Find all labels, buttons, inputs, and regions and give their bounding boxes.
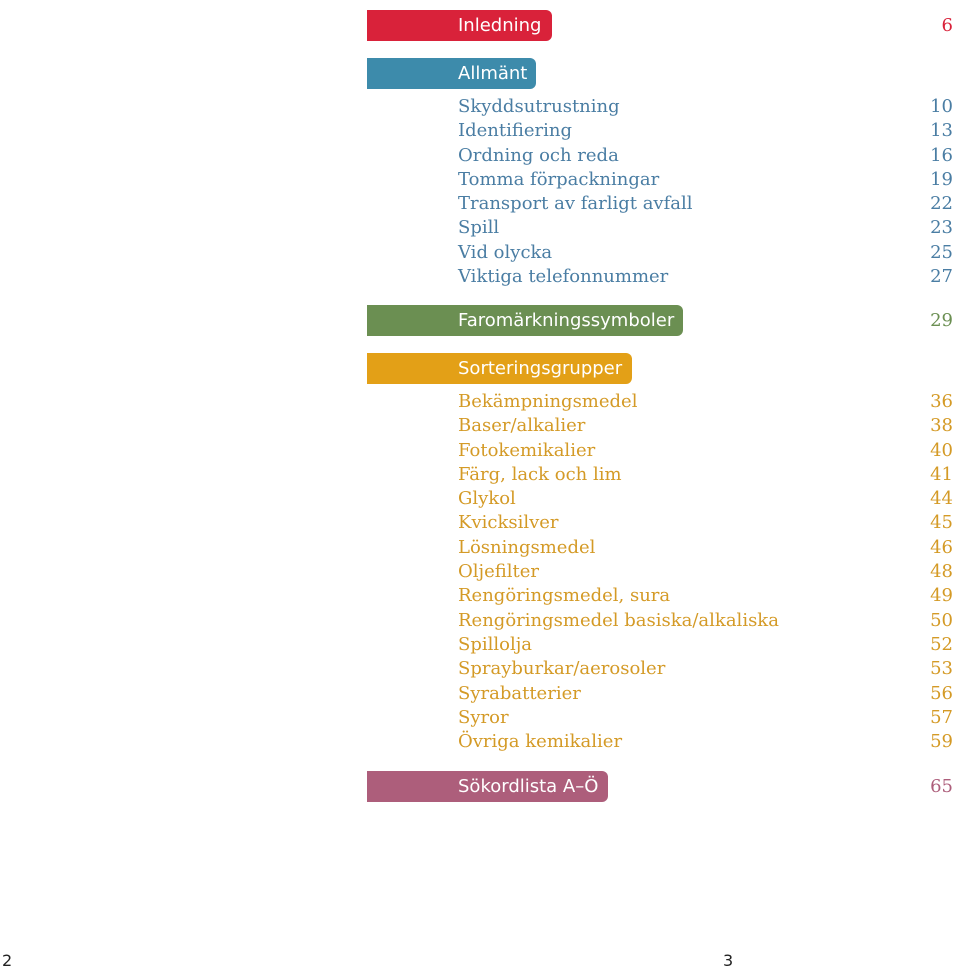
section-header-inledning[interactable] — [367, 10, 953, 41]
toc-entry-page: 22 — [930, 193, 953, 215]
toc-entry-label: Färg, lack och lim — [458, 463, 622, 485]
toc-entry-label: Oljefilter — [458, 561, 539, 583]
toc-entry-page: 40 — [930, 439, 953, 461]
section-header-faromarkning[interactable] — [367, 305, 953, 336]
toc-entry-page: 57 — [930, 706, 953, 728]
section-header-allmant[interactable] — [367, 58, 953, 89]
toc-entry-page: 44 — [930, 488, 953, 510]
section-sortering — [367, 353, 953, 754]
toc-entry-page: 23 — [930, 217, 953, 239]
toc-entry[interactable] — [367, 414, 953, 438]
toc-entry-label: Transport av farligt avfall — [458, 193, 693, 215]
section-header-sokordlista[interactable] — [367, 771, 953, 802]
section-pill-sokordlista[interactable]: Sökordlista A–Ö — [367, 771, 608, 802]
toc-entry[interactable] — [367, 730, 953, 754]
toc-entry[interactable] — [367, 95, 953, 119]
section-sokordlista — [367, 771, 953, 802]
section-page-sokordlista: 65 — [930, 776, 953, 797]
toc-entry-label: Skyddsutrustning — [458, 96, 620, 117]
toc-entry[interactable] — [367, 706, 953, 730]
toc-entry-label: Rengöringsmedel, sura — [458, 585, 671, 607]
toc-entry[interactable] — [367, 390, 953, 414]
toc-entry[interactable] — [367, 487, 953, 511]
toc-entry-label: Kvicksilver — [458, 512, 559, 534]
toc-entry-label: Identifiering — [458, 120, 573, 142]
toc-entry[interactable] — [367, 584, 953, 608]
toc-entry-label: Fotokemikalier — [458, 439, 596, 461]
toc-entry[interactable] — [367, 536, 953, 560]
toc-entry[interactable] — [367, 216, 953, 240]
section-faromarkning — [367, 305, 953, 336]
toc-entry-page: 13 — [930, 120, 953, 142]
toc-entry-page: 27 — [930, 266, 953, 288]
toc-entry-page: 52 — [930, 633, 953, 655]
toc-entry[interactable] — [367, 511, 953, 535]
toc-entry[interactable] — [367, 241, 953, 265]
toc-entry-page: 19 — [930, 168, 953, 190]
toc-entry[interactable] — [367, 682, 953, 706]
toc-entry[interactable] — [367, 265, 953, 289]
toc-entry-label: Glykol — [458, 488, 516, 510]
toc-entry-label: Bekämpningsmedel — [458, 391, 638, 412]
toc-entry[interactable] — [367, 560, 953, 584]
section-pill-allmant[interactable]: Allmänt — [367, 58, 536, 89]
toc-entry-label: Rengöringsmedel basiska/alkaliska — [458, 609, 779, 631]
page-number-right: 3 — [723, 951, 734, 970]
toc-entry-label: Ordning och reda — [458, 144, 619, 166]
toc-entry[interactable] — [367, 119, 953, 143]
section-allmant — [367, 58, 953, 289]
toc-entry-page: 36 — [930, 391, 953, 412]
toc-entry-page: 56 — [930, 682, 953, 704]
toc-entry-label: Lösningsmedel — [458, 536, 596, 558]
sortering-item-list — [367, 390, 953, 754]
toc-entry-label: Vid olycka — [458, 241, 553, 263]
toc-entry-label: Sprayburkar/aerosoler — [458, 658, 666, 680]
toc-entry[interactable] — [367, 657, 953, 681]
toc-entry-label: Övriga kemikalier — [458, 731, 623, 753]
page-number-left: 2 — [2, 951, 13, 970]
toc-entry[interactable] — [367, 633, 953, 657]
toc-entry-label: Spillolja — [458, 633, 533, 655]
toc-entry-page: 25 — [930, 241, 953, 263]
section-inledning — [367, 10, 953, 41]
toc-entry-page: 49 — [930, 585, 953, 607]
toc-entry-page: 53 — [930, 658, 953, 680]
toc-entry-page: 48 — [930, 561, 953, 583]
toc-entry[interactable] — [367, 144, 953, 168]
toc-entry-page: 50 — [930, 609, 953, 631]
toc-entry-label: Tomma förpackningar — [458, 168, 660, 190]
toc-entry-page: 46 — [930, 536, 953, 558]
toc-entry[interactable] — [367, 609, 953, 633]
section-page-inledning: 6 — [941, 15, 953, 36]
toc-entry-page: 41 — [930, 463, 953, 485]
toc-entry-label: Syrabatterier — [458, 682, 581, 704]
toc-entry[interactable] — [367, 463, 953, 487]
toc-entry-label: Baser/alkalier — [458, 415, 586, 437]
section-pill-sortering[interactable]: Sorteringsgrupper — [367, 353, 632, 384]
toc-entry[interactable] — [367, 192, 953, 216]
toc-entry-label: Viktiga telefonnummer — [458, 266, 669, 288]
section-page-faromarkning: 29 — [930, 310, 953, 331]
toc-entry[interactable] — [367, 439, 953, 463]
toc-entry-label: Syror — [458, 706, 509, 728]
toc-entry[interactable] — [367, 168, 953, 192]
section-pill-inledning[interactable]: Inledning — [367, 10, 552, 41]
section-header-sortering[interactable] — [367, 353, 953, 384]
toc-entry-page: 45 — [930, 512, 953, 534]
section-pill-faromarkning[interactable]: Faromärkningssymboler — [367, 305, 683, 336]
toc-entry-page: 59 — [930, 731, 953, 753]
toc-entry-page: 10 — [930, 96, 953, 117]
toc-entry-label: Spill — [458, 217, 500, 239]
toc-entry-page: 16 — [930, 144, 953, 166]
toc-entry-page: 38 — [930, 415, 953, 437]
allmant-item-list — [367, 95, 953, 289]
